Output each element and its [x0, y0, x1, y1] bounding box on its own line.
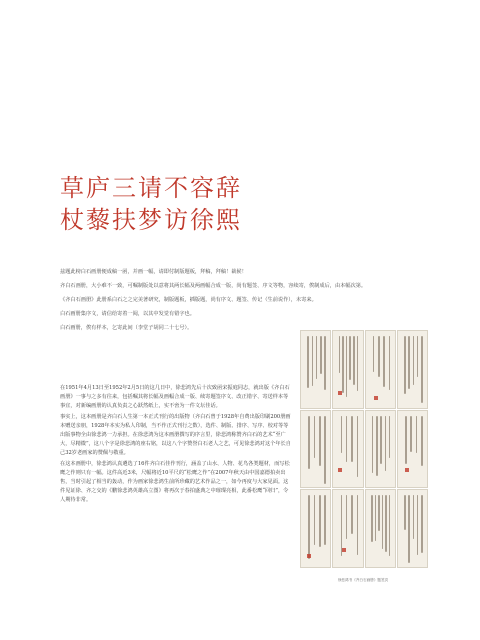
calligraphy-stroke	[308, 495, 310, 558]
body-paragraph: 在这本画册中，徐悲鸿认真遴选了16件齐白石佳作刊行，涵盖了山水、人物、花鸟各类题材，而写松鹰之作则只有一幅。这件高近3米，尺幅将近10平尺的“松鹰之作”在2007年秋天由中国嘉德拍卖出售，当时引起了相当的轰动，作为画家徐悲鸿生前所珍藏的艺术作品之一，如今再度与大家见面。这件见证徐、齐之交的《鹏徐悲鸿英雄高立图》将再次于春拍盛典之中璀璨亮相，此番松鹰“回归”，令人期待非常。	[60, 461, 290, 503]
letter-panel	[332, 489, 363, 568]
letter-panel	[365, 410, 396, 489]
seal-stamp	[374, 396, 378, 400]
calligraphy-stroke	[421, 416, 423, 466]
calligraphy-stroke	[342, 336, 344, 393]
calligraphy-stroke	[413, 336, 415, 385]
calligraphy-stroke	[389, 416, 391, 459]
calligraphy-stroke	[314, 416, 316, 459]
body-paragraph: 事实上，这本画册是齐白石人生第一本正式刊行的出版物（齐白石曾于1928年自费出版印刷200册画本赠送亲朋，1928年本实为私人印制，当不作正式刊行之数），选件、制版、排序、写序、校对等等出版事物全由徐悲鸿一力承担。在徐悲鸿为这本画册撰写的序言里，徐悲鸿称赞齐白石的艺术“至广大，尽精微”，这八个字是徐悲鸿的座右铭，以这八个字赞誉白石老人之艺，可见徐悲鸿对这个年长自己32岁老画家的赞佩与敬重。	[60, 414, 291, 456]
quote-paragraph: 《齐白石画册》此册系白石之之完美著研究，制版题板，插版题，尚有序文、题签、传记（生前说作），未寄来。	[60, 297, 317, 303]
calligraphy-stroke	[416, 416, 418, 454]
seal-stamp	[338, 468, 342, 472]
calligraphy-stroke	[372, 416, 374, 473]
seal-stamp	[405, 468, 409, 472]
calligraphy-stroke	[307, 336, 309, 388]
calligraphy-stroke	[389, 336, 391, 390]
body-paragraph: 在1951年4月13日至1952年2月5日的这几日中，徐悲鸿先后十次致函宋振庭同志，就出版《齐白石画册》一事与之多有往来，包括嘱其将长幅及画幅合成一版、续寄题签序文、改正错字、寄送样本等事宜，对新编画册的认真负责之心跃然纸上，实不啻为一件文坛佳话。	[60, 385, 290, 409]
calligraphy-stroke	[351, 495, 353, 534]
calligraphy-stroke	[371, 495, 373, 542]
calligraphy-stroke	[417, 336, 419, 377]
calligraphy-stroke	[346, 336, 348, 397]
calligraphy-stroke	[357, 495, 359, 555]
title-line-2: 杖藜扶梦访徐熙	[60, 206, 242, 234]
calligraphy-stroke	[324, 416, 326, 485]
letter-panel	[300, 489, 331, 568]
calligraphy-stroke	[314, 495, 316, 545]
calligraphy-stroke	[378, 495, 380, 530]
letter-panel	[365, 330, 396, 409]
seal-stamp	[342, 548, 346, 552]
calligraphy-stroke	[319, 495, 321, 547]
letter-panel	[397, 330, 428, 409]
calligraphy-stroke	[378, 336, 380, 377]
calligraphy-stroke	[408, 495, 410, 562]
calligraphy-stroke	[410, 416, 412, 452]
calligraphy-stroke	[383, 336, 385, 387]
quote-paragraph: 白石画册集序文，请信给寄着一阅，以其中发觉有错字也。	[60, 311, 195, 317]
calligraphy-stroke	[341, 416, 343, 453]
calligraphy-stroke	[382, 495, 384, 549]
letter-panel	[300, 330, 331, 409]
calligraphy-stroke	[308, 416, 310, 469]
calligraphy-stroke	[349, 336, 351, 380]
calligraphy-stroke	[312, 336, 314, 386]
letter-panel	[365, 489, 396, 568]
letter-panel	[397, 410, 428, 489]
article-body	[60, 384, 292, 507]
letter-panel	[300, 410, 331, 489]
calligraphy-stroke	[316, 336, 318, 379]
letter-panel	[332, 410, 363, 489]
calligraphy-stroke	[405, 416, 407, 465]
calligraphy-letters-figure	[300, 330, 426, 566]
calligraphy-stroke	[357, 416, 359, 477]
article-title	[60, 172, 242, 236]
calligraphy-stroke	[380, 416, 382, 464]
calligraphy-stroke	[375, 495, 377, 541]
calligraphy-stroke	[421, 336, 423, 403]
calligraphy-stroke	[357, 336, 359, 391]
figure-caption: 徐悲鸿书《齐白石画册》题签页	[337, 578, 389, 582]
calligraphy-stroke	[376, 416, 378, 477]
calligraphy-stroke	[320, 336, 322, 374]
calligraphy-stroke	[413, 495, 415, 539]
quote-paragraph: 兹题此榜白石画册便成稿一函，并画一幅，请即付制版题板，拜稿，拜稿！裁候！	[60, 269, 247, 275]
calligraphy-stroke	[404, 495, 406, 530]
calligraphy-stroke	[389, 495, 391, 555]
calligraphy-stroke	[421, 495, 423, 553]
seal-stamp	[338, 391, 342, 395]
calligraphy-stroke	[417, 495, 419, 555]
calligraphy-stroke	[385, 495, 387, 552]
calligraphy-stroke	[324, 495, 326, 545]
calligraphy-stroke	[373, 336, 375, 372]
letter-panel	[397, 489, 428, 568]
calligraphy-stroke	[319, 416, 321, 466]
calligraphy-stroke	[351, 416, 353, 463]
quote-paragraph: 齐白石画册，大小难不一致，可嘱制版处以意将其两长幅及两画幅合成一版，尚有题签、序文等物，容续寄，俟制成后，由本幅次第。	[60, 283, 367, 289]
calligraphy-stroke	[353, 336, 355, 385]
calligraphy-stroke	[324, 336, 326, 390]
calligraphy-stroke	[408, 336, 410, 389]
calligraphy-stroke	[404, 336, 406, 394]
letter-panel	[332, 330, 363, 409]
calligraphy-stroke	[385, 416, 387, 471]
title-line-1: 草庐三请不容辞	[60, 174, 242, 202]
calligraphy-stroke	[346, 495, 348, 539]
quote-paragraph: 白石画册，俟有样本，乞寄此间（李堂子胡同二十七号）。	[60, 325, 193, 331]
calligraphy-stroke	[346, 416, 348, 463]
calligraphy-stroke	[339, 336, 341, 373]
letter-quotes	[60, 268, 416, 338]
seal-stamp	[307, 554, 311, 558]
